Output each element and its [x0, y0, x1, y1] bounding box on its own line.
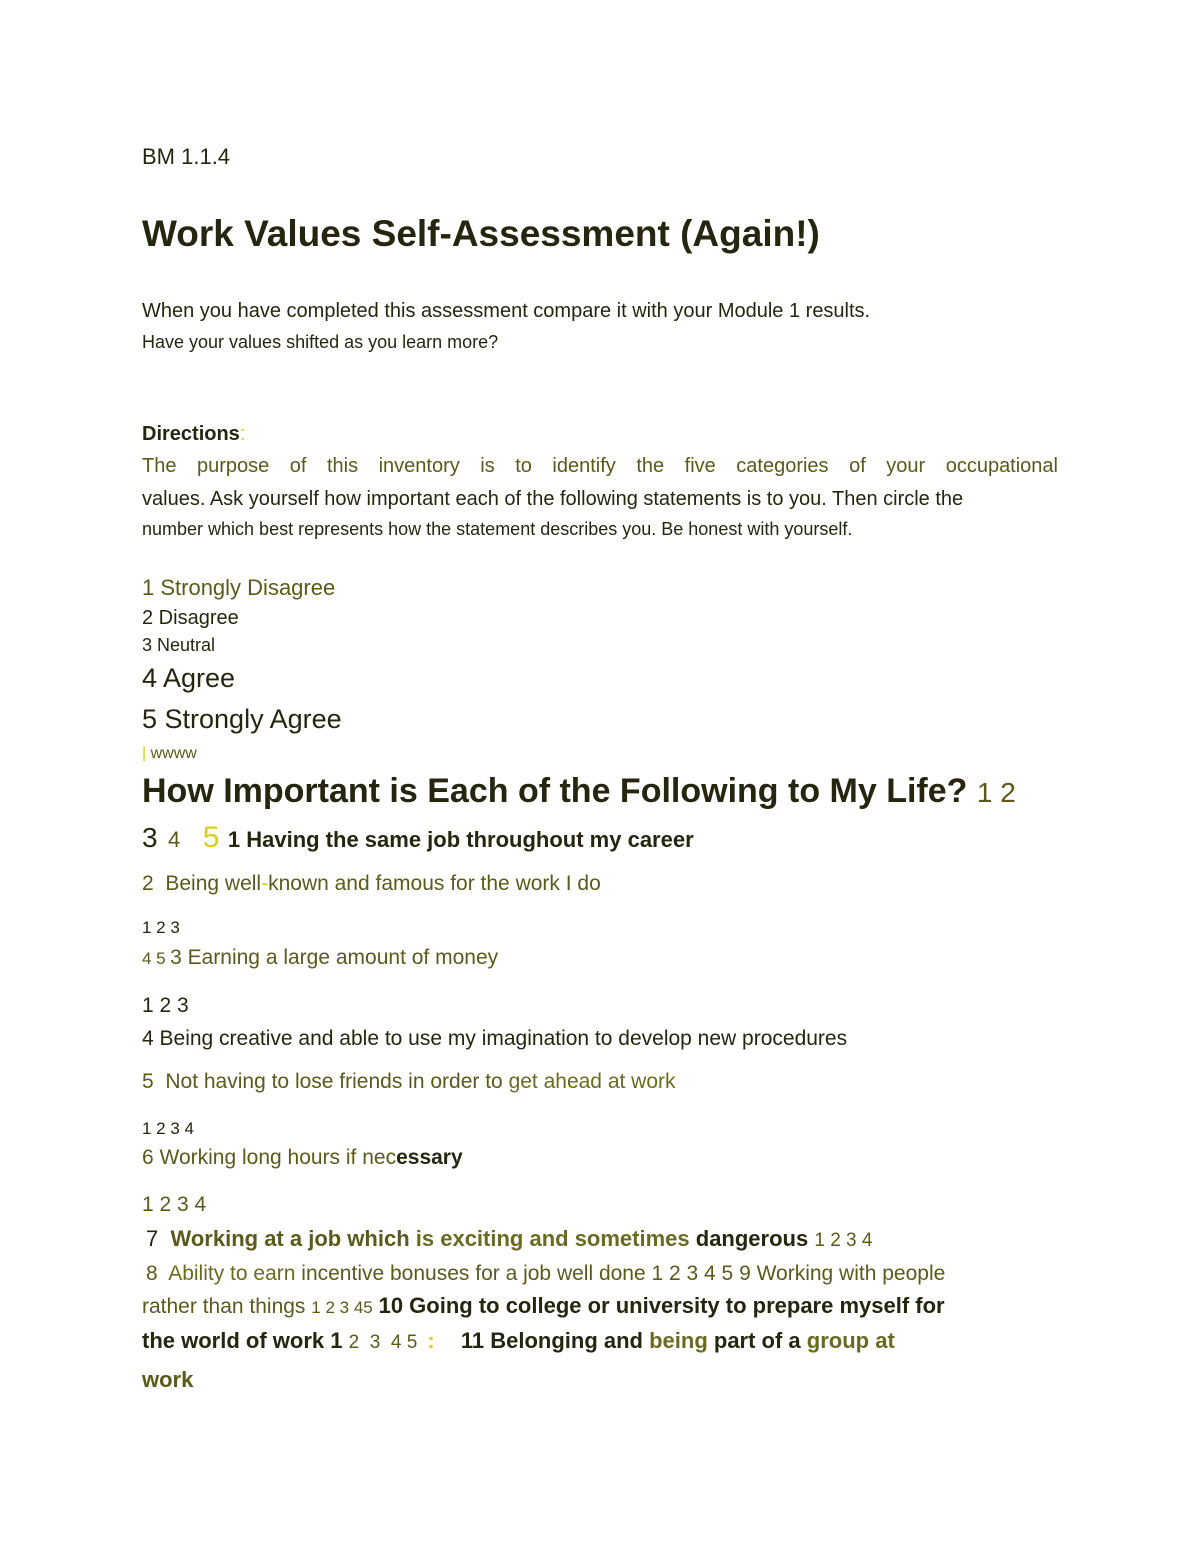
item-8-text-b: incentive bonuses for a job well done 1 2 3 4 5 9 Working with people	[301, 1262, 946, 1285]
item-8-text-a: Ability to earn	[168, 1262, 302, 1285]
item-7-number: 7	[146, 1226, 159, 1251]
item-7-scale: 1 2 3 4	[814, 1230, 873, 1251]
item-2	[142, 873, 601, 894]
item-11-text-c: part of a	[707, 1328, 807, 1353]
item-9-line	[142, 1295, 945, 1317]
directions-line-2: values. Ask yourself how important each of the following statements is to you. Then circle the	[142, 488, 964, 510]
item-11-text	[461, 1328, 895, 1353]
directions-colon: :	[239, 423, 246, 445]
intro-line-1: When you have completed this assessment compare it with your Module 1 results.	[142, 300, 871, 322]
item-2-text-a: Being well	[165, 872, 262, 895]
item-3-line	[142, 947, 498, 968]
item-7-text-c: dangerous	[695, 1226, 809, 1251]
item-10-11-line	[142, 1330, 895, 1352]
stray-artifact	[142, 746, 197, 762]
item-10-text-b: the world of work 1	[142, 1328, 343, 1353]
directions-heading	[142, 424, 245, 444]
section-scale-3: 3	[142, 822, 158, 853]
scale-strongly-disagree: 1 Strongly Disagree	[142, 575, 336, 600]
item-11-text-e: work	[142, 1367, 194, 1392]
item-5-scale: 1 2 3 4	[142, 1119, 194, 1138]
item-2-text-b: known and famous for the work I do	[268, 872, 601, 895]
artifact-text: wwww	[150, 745, 197, 762]
item-9-text: rather than things	[142, 1295, 306, 1318]
item-2-scale-cont: 4 5	[142, 949, 166, 968]
item-8-line	[142, 1263, 945, 1284]
item-3-scale: 1 2 3	[142, 994, 189, 1017]
item-3-text: 3 Earning a large amount of money	[170, 946, 499, 969]
document-title: Work Values Self-Assessment (Again!)	[142, 213, 820, 254]
item-6-text-a: 6 Working long hours if nec	[142, 1146, 397, 1169]
item-7-text-b: is exciting and sometimes	[415, 1226, 696, 1251]
item-7-text-a: Working at a job which	[170, 1226, 416, 1251]
intro-line-2: Have your values shifted as you learn more?	[142, 332, 499, 352]
section-heading: How Important is Each of the Following to My Life?	[142, 772, 968, 810]
directions-label: Directions	[142, 423, 240, 445]
artifact-bar: |	[142, 745, 147, 762]
item-6	[142, 1147, 463, 1168]
item-8-number: 8	[146, 1262, 158, 1285]
item-2-number: 2	[142, 872, 154, 895]
section-scale-5: 5	[202, 821, 220, 854]
section-scale-4: 4	[168, 827, 181, 852]
section-heading-line	[142, 774, 1016, 808]
item-5-text-a: Not having to lose friends in order to	[165, 1070, 509, 1093]
scale-agree: 4 Agree	[142, 663, 236, 693]
item-5-text-b: get ahead at work	[508, 1070, 676, 1093]
scale-strongly-agree: 5 Strongly Agree	[142, 704, 342, 734]
directions-line-3: number which best represents how the statement describes you. Be honest with yourself.	[142, 519, 853, 539]
item-2-dash: -	[261, 872, 269, 895]
item-6-scale: 1 2 3 4	[142, 1193, 207, 1216]
item-11-text-a: 11 Belonging and	[460, 1328, 650, 1353]
item-1-text: 1 Having the same job throughout my career	[227, 827, 694, 852]
scale-neutral: 3 Neutral	[142, 635, 216, 655]
item-5-number: 5	[142, 1070, 154, 1093]
item-5	[142, 1071, 676, 1092]
item-10-text: 10 Going to college or university to prepare myself for	[378, 1293, 945, 1318]
section-scale-1-2: 1 2	[976, 777, 1016, 808]
item-10-colon: :	[427, 1328, 435, 1353]
item-7	[142, 1228, 872, 1250]
item-11-text-d: group at	[806, 1328, 895, 1353]
course-code: BM 1.1.4	[142, 144, 231, 169]
item-6-text-b: essary	[396, 1146, 463, 1169]
item-9-scale: 1 2 3 45	[311, 1298, 373, 1317]
item-4-text: 4 Being creative and able to use my imagination to develop new procedures	[142, 1027, 848, 1050]
item-1-line	[142, 823, 694, 853]
item-2-scale: 1 2 3	[142, 918, 180, 937]
directions-line-1: The purpose of this inventory is to identify the five categories of your occupational	[142, 455, 1058, 477]
item-10-scale: 2 3 4 5	[348, 1332, 418, 1353]
item-11-text-b: being	[649, 1328, 708, 1353]
scale-disagree: 2 Disagree	[142, 607, 239, 629]
